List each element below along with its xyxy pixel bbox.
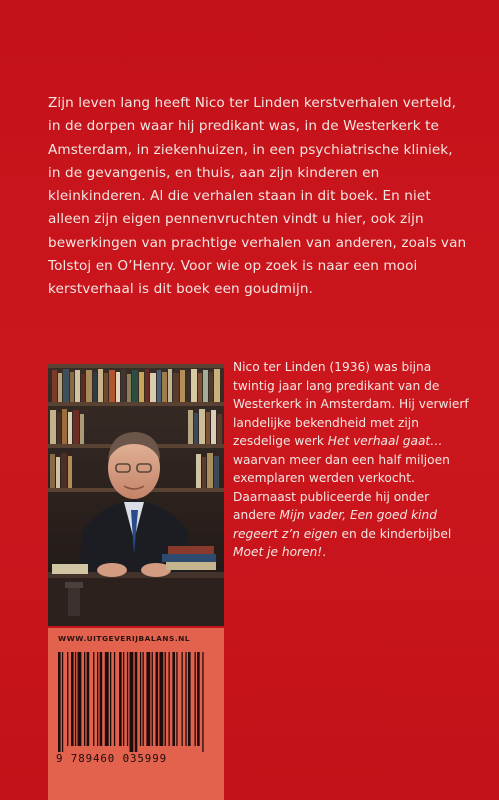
author-portrait-image — [48, 364, 224, 626]
barcode-bar — [169, 652, 170, 746]
author-bio — [233, 358, 473, 562]
author-photo — [48, 364, 224, 626]
barcode-bar — [78, 652, 82, 746]
barcode-bar — [119, 652, 122, 746]
barcode-bar — [75, 652, 76, 746]
bio-text-2: waarvan meer dan een half miljoen exemplaren werden verkocht. Daarnaast publiceerde hij onder andere — [233, 452, 450, 522]
bio-work-title-3: Moet je horen! — [233, 545, 323, 559]
barcode-bar — [197, 652, 200, 746]
barcode-bar — [146, 652, 150, 746]
barcode-bar — [185, 652, 186, 746]
barcode-bar — [140, 652, 141, 746]
barcode-bar — [105, 652, 109, 746]
publisher-website: WWW.UITGEVERIJBALANS.NL — [58, 634, 191, 643]
barcode-bar — [182, 652, 183, 746]
bio-work-title-2: Mijn vader, Een goed kind regeert z’n eigen — [233, 508, 437, 541]
isbn-number: 9 789460 035999 — [56, 752, 168, 765]
barcode-bar — [93, 652, 94, 746]
blurb-text: Zijn leven lang heeft Nico ter Linden kerstverhalen verteld, in de dorpen waar hij predikant was, in de Westerkerk te Amsterdam, in ziekenhuizen, in een psychiatrische kliniek, in de gevangenis, en thuis, aan zijn kinderen en kleinkinderen. Al die verhalen staan in dit boek. En niet alleen zijn eigen pennenvruchten vindt u hier, ook zijn bewerkingen van prachtige verhalen van anderen, zoals van Tolstoj en O’Henry. Voor wie op zoek is naar een mooi kerstverhaal is dit boek een goudmijn. — [48, 95, 467, 298]
barcode-bar — [84, 652, 85, 746]
barcode-bar — [176, 652, 177, 746]
isbn-barcode — [58, 652, 218, 752]
barcode-bar — [165, 652, 166, 746]
barcode-bar — [202, 652, 203, 752]
bio-text-3: en de kinderbijbel — [337, 526, 452, 541]
barcode-bar — [58, 652, 61, 752]
barcode-bar — [114, 652, 115, 746]
barcode-bar — [62, 652, 63, 752]
barcode-bar — [100, 652, 103, 746]
barcode-bar — [127, 652, 128, 746]
barcode-bar — [188, 652, 191, 746]
barcode-bar — [67, 652, 68, 746]
bio-text-4: . — [322, 545, 327, 559]
barcode-bar — [123, 652, 124, 746]
barcode-bar — [110, 652, 111, 746]
bio-text-1: Nico ter Linden (1936) was bijna twintig jaar lang predikant van de Westerkerk in Amsterdam. Hij verwierf landelijke bekendheid met zijn zesdelige werk — [233, 360, 469, 448]
barcode-bar — [87, 652, 90, 746]
barcode-bar — [71, 652, 74, 746]
barcode-bar — [97, 652, 98, 746]
barcode-bar — [152, 652, 153, 746]
barcode-bar — [143, 652, 144, 746]
barcode-bar — [156, 652, 159, 746]
barcode-bar — [172, 652, 175, 746]
bio-work-title-1: Het verhaal gaat… — [327, 434, 443, 448]
barcode-bar — [159, 652, 163, 746]
barcode-bar — [135, 652, 138, 752]
barcode-bar — [130, 652, 134, 752]
barcode-bar — [195, 652, 196, 746]
